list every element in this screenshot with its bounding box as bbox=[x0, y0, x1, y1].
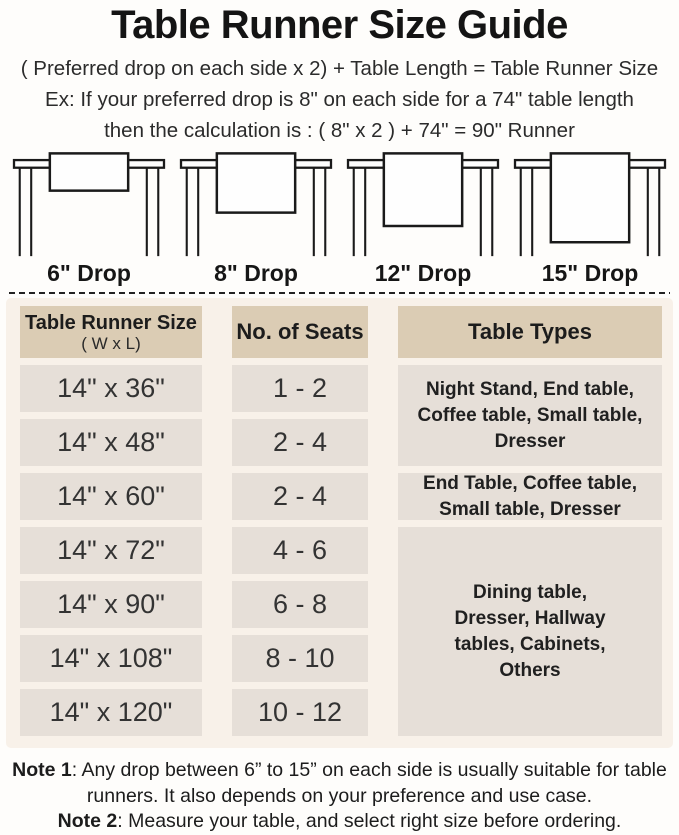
types-text: Dining table, Dresser, Hallway tables, Cabinets, Others bbox=[454, 581, 606, 681]
note-2 bbox=[4, 809, 675, 835]
types-cell-small-tables bbox=[398, 365, 662, 466]
table-illustration-15in-drop bbox=[511, 151, 669, 287]
header-runner-size bbox=[20, 306, 202, 358]
drop-label-8in: 8" Drop bbox=[214, 260, 298, 286]
runner-rect bbox=[551, 153, 629, 242]
types-text: End Table, Coffee table, Small table, Dresser bbox=[423, 472, 637, 520]
size-cell-14x72: 14" x 72" bbox=[20, 527, 202, 574]
seats-cell-4-6: 4 - 6 bbox=[232, 527, 368, 574]
table-illustration-6in-drop bbox=[10, 151, 168, 287]
page-title: Table Runner Size Guide bbox=[111, 3, 568, 47]
dashed-divider bbox=[9, 292, 670, 294]
types-cell-large-tables bbox=[398, 527, 662, 736]
formula-text: ( Preferred drop on each side x 2) + Table Length = Table Runner Size bbox=[20, 57, 659, 80]
runner-rect bbox=[217, 153, 295, 212]
size-cell-14x48: 14" x 48" bbox=[20, 419, 202, 466]
header-runner-size-line1: Table Runner Size bbox=[25, 311, 197, 334]
table-illustration-12in-drop bbox=[344, 151, 502, 287]
table-runner-drawing-icon bbox=[177, 151, 335, 258]
notes bbox=[0, 758, 679, 835]
note-1-text: : Any drop between 6” to 15” on each side is usually suitable for table runners. It also depends on your preference and use case. bbox=[71, 759, 667, 807]
drop-label-15in: 15" Drop bbox=[541, 260, 639, 286]
drop-illustrations bbox=[0, 151, 679, 287]
seats-cell-10-12: 10 - 12 bbox=[232, 689, 368, 736]
table-runner-drawing-icon bbox=[344, 151, 502, 258]
drop-label-6in: 6" Drop bbox=[47, 260, 131, 286]
seats-cell-2-4b: 2 - 4 bbox=[232, 473, 368, 520]
types-cell-medium-tables bbox=[398, 473, 662, 520]
runner-rect bbox=[384, 153, 462, 226]
header-table-types: Table Types bbox=[398, 306, 662, 358]
runner-rect bbox=[50, 153, 128, 190]
size-table bbox=[20, 306, 673, 736]
note-1 bbox=[4, 758, 675, 809]
drop-label-12in: 12" Drop bbox=[374, 260, 472, 286]
header-no-of-seats: No. of Seats bbox=[232, 306, 368, 358]
size-cell-14x90: 14" x 90" bbox=[20, 581, 202, 628]
size-table-section bbox=[6, 298, 673, 748]
types-text: Night Stand, End table, Coffee table, Small table, Dresser bbox=[417, 378, 643, 452]
size-cell-14x108: 14" x 108" bbox=[20, 635, 202, 682]
table-illustration-8in-drop bbox=[177, 151, 335, 287]
note-1-label: Note 1 bbox=[12, 759, 72, 781]
note-2-label: Note 2 bbox=[57, 810, 118, 832]
note-2-text: : Measure your table, and select right size before ordering. bbox=[117, 810, 622, 832]
example-line-2: then the calculation is : ( 8" x 2 ) + 74" = 90" Runner bbox=[104, 119, 575, 142]
example-line-1: Ex: If your preferred drop is 8" on each side for a 74" table length bbox=[45, 88, 634, 111]
seats-cell-2-4a: 2 - 4 bbox=[232, 419, 368, 466]
size-cell-14x36: 14" x 36" bbox=[20, 365, 202, 412]
table-runner-drawing-icon bbox=[511, 151, 669, 258]
seats-cell-8-10: 8 - 10 bbox=[232, 635, 368, 682]
size-cell-14x120: 14" x 120" bbox=[20, 689, 202, 736]
size-cell-14x60: 14" x 60" bbox=[20, 473, 202, 520]
table-runner-drawing-icon bbox=[10, 151, 168, 258]
seats-cell-6-8: 6 - 8 bbox=[232, 581, 368, 628]
header-runner-size-line2: ( W x L) bbox=[81, 333, 141, 353]
seats-cell-1-2: 1 - 2 bbox=[232, 365, 368, 412]
